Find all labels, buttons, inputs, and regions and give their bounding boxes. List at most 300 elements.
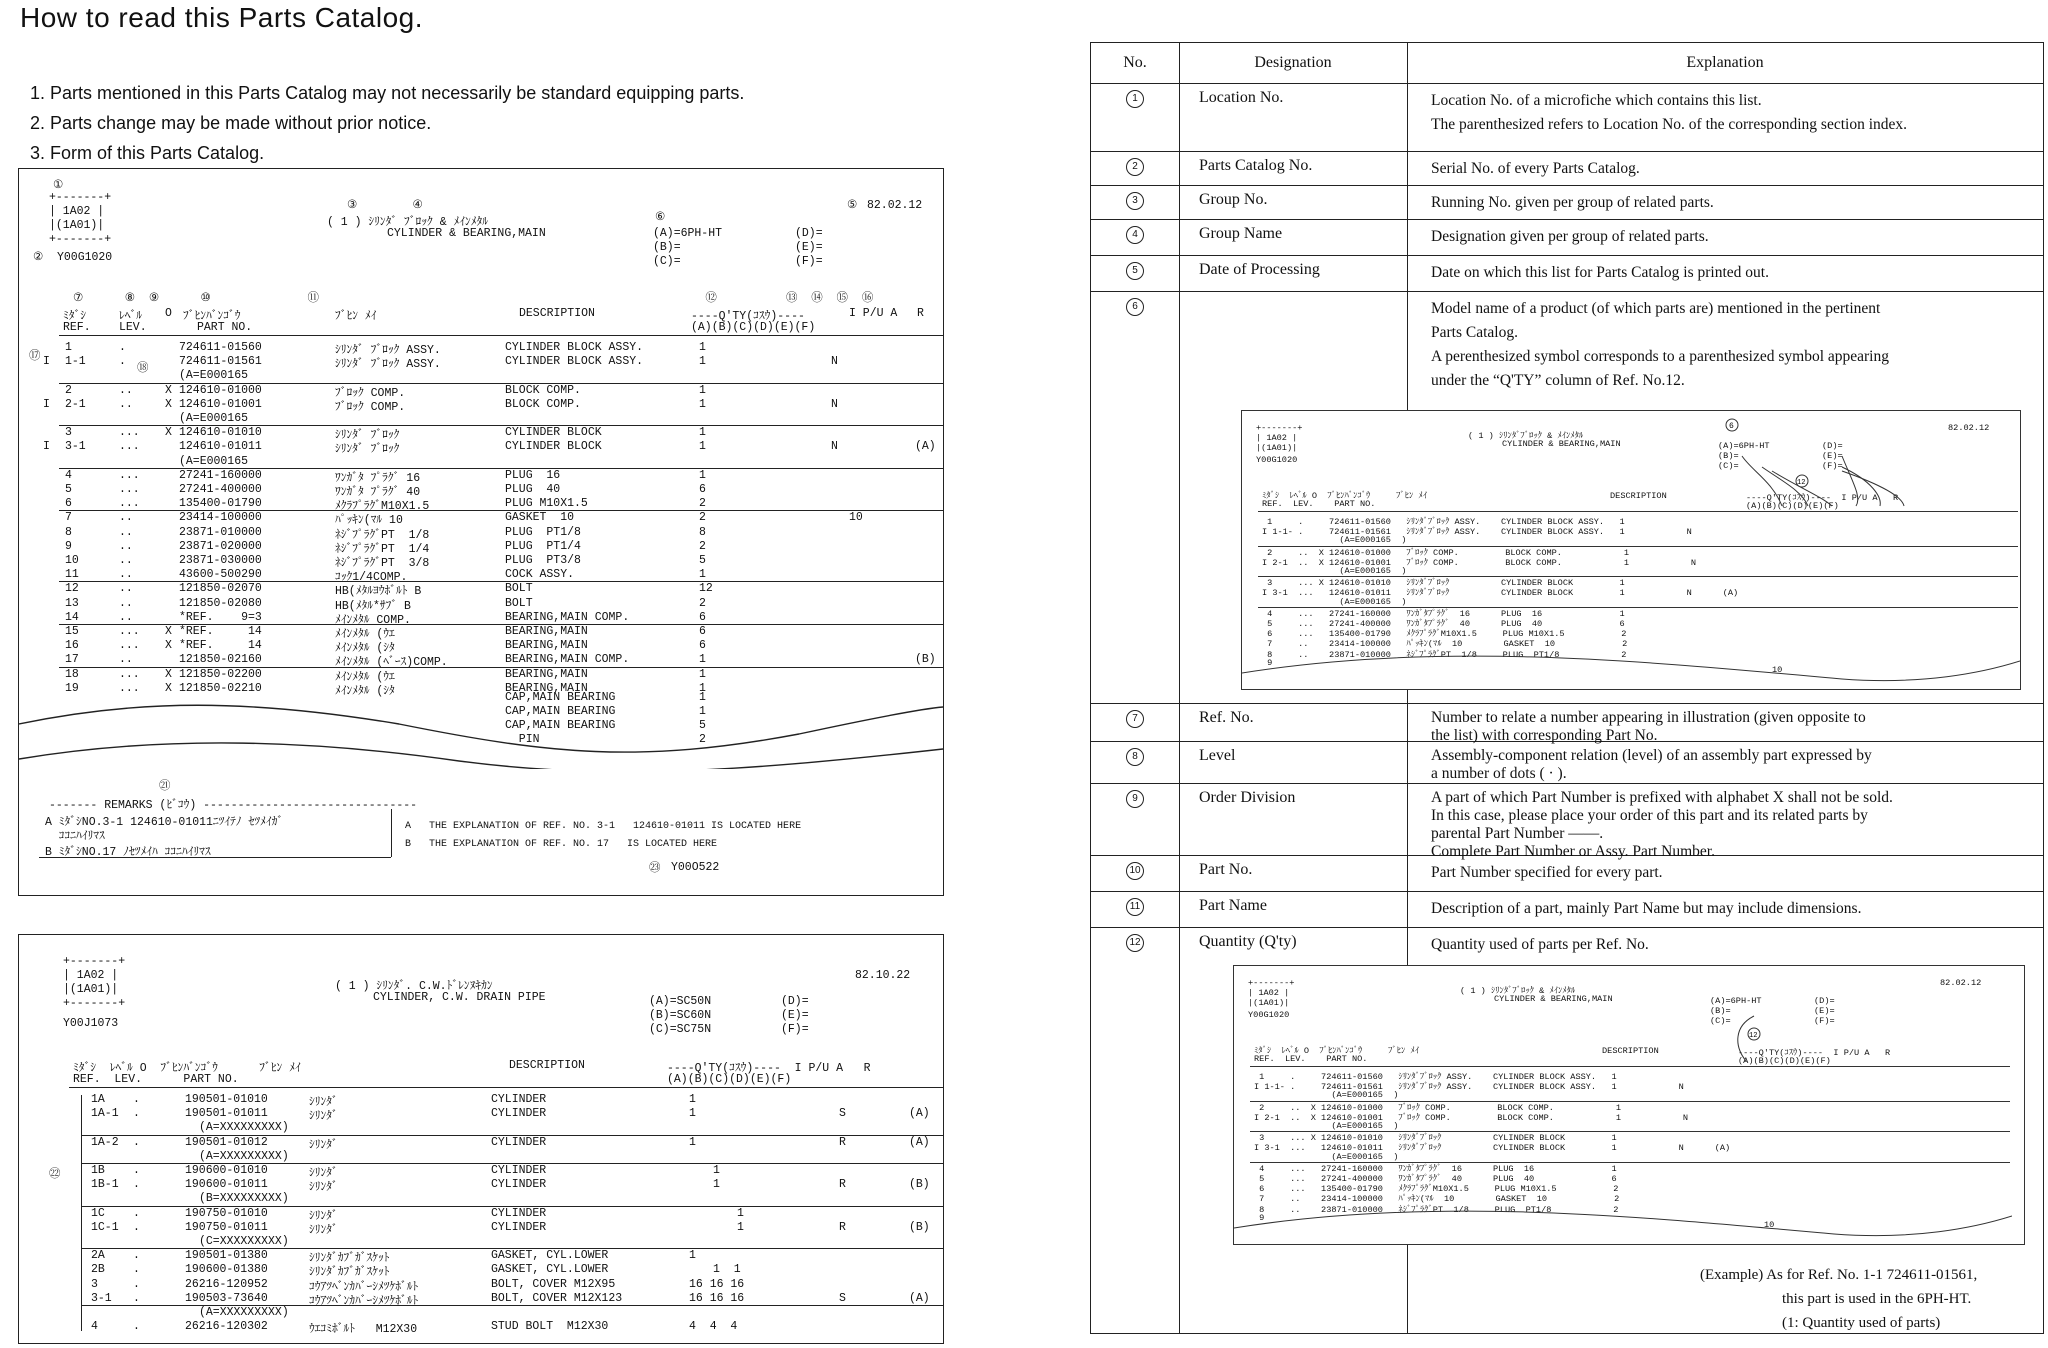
- mini-row: I 3-1 ... 124610-01011 ｼﾘﾝﾀﾞﾌﾞﾛｯｸ CYLINDER BLOCK 1 N (A): [1262, 588, 1739, 599]
- table-row: [19, 1263, 943, 1280]
- cell-o: X: [165, 426, 172, 440]
- marker-12: 12: [1749, 1032, 1758, 1040]
- table-row: [19, 1320, 943, 1337]
- cell-qty: 1: [699, 397, 706, 411]
- cell-qty: 1: [699, 468, 706, 482]
- mini-row: (A=E000165 ): [1262, 535, 1407, 546]
- cell-name: ﾜﾝｶﾞﾀ ﾌﾟﾗｸﾞ 40: [335, 486, 421, 499]
- cell-lev: .: [133, 1178, 140, 1192]
- cell-name: ｼﾘﾝﾀﾞ: [309, 1167, 338, 1180]
- mini-row: I 2-1 .. X 124610-01001 ﾌﾞﾛｯｸ COMP. BLOCK COMP. 1 N: [1262, 557, 1697, 568]
- cell-ref: 3-1: [65, 440, 86, 454]
- cell-name: ｺｳｱﾂﾍﾞﾝｶﾊﾞｰｼﾒﾂｹﾎﾞﾙﾄ: [309, 1280, 419, 1294]
- group-name: CYLINDER & BEARING,MAIN: [387, 227, 546, 240]
- mini-qty-sub: (A)(B)(C)(D)(E)(F): [1738, 1056, 1831, 1066]
- cell-name: ｼﾘﾝﾀﾞｶﾌﾞｶﾞｽｹｯﾄ: [309, 1252, 390, 1266]
- example-line: (Example) As for Ref. No. 1-1 724611-01561,: [1700, 1267, 1978, 1283]
- table-row: [19, 497, 943, 514]
- cell-ref: 15: [65, 625, 79, 638]
- cell-desc: PLUG M10X1.5: [505, 497, 588, 511]
- cell-pu: N: [831, 397, 838, 411]
- cell-pu: S: [839, 1291, 846, 1305]
- cell-desc: BLOCK COMP.: [505, 383, 581, 397]
- cell-ref: 1A-2: [91, 1135, 119, 1149]
- cell-ref: 2A: [91, 1249, 105, 1263]
- marker: ①: [53, 179, 64, 192]
- cell-lev: ..: [119, 568, 133, 582]
- col-desc: DESCRIPTION: [519, 307, 595, 320]
- mini-row: 7 .. 23414-100000 ﾊﾟｯｷﾝ(ﾏﾙ 10 GASKET 10 2: [1254, 1194, 1620, 1205]
- cut-row: CAP,MAIN BEARING 5: [505, 719, 706, 732]
- cell-lev: .: [133, 1107, 140, 1121]
- cell-qty: 1: [699, 383, 706, 397]
- cell-name: HB(ﾒﾀﾙﾖｳﾎﾞﾙﾄ B: [335, 585, 422, 599]
- remark-b-en: B THE EXPLANATION OF REF. NO. 17 IS LOCATED HERE: [405, 839, 718, 850]
- cell-part: 190600-01380: [185, 1263, 268, 1277]
- cell-desc: PLUG 16: [505, 468, 561, 482]
- cell-ref: 12: [65, 582, 79, 596]
- cell-desc: STUD BOLT M12X30: [491, 1320, 609, 1334]
- cell-lev: ..: [119, 397, 133, 411]
- row-number: 4: [1126, 226, 1144, 244]
- table-row: [19, 568, 943, 585]
- cell-lev: .: [133, 1320, 140, 1334]
- model-a: (A)=SC50N: [649, 995, 712, 1008]
- col-ref-jp: ﾐﾀﾞｼ: [63, 310, 86, 323]
- cell-lev: ..: [119, 383, 133, 397]
- cell-part: (A=E000165: [179, 412, 249, 425]
- table-row: [19, 369, 943, 382]
- table-row: [1091, 741, 2043, 784]
- mini-row: 4 ... 27241-160000 ﾜﾝｶﾞﾀﾌﾟﾗｸﾞ 16 PLUG 16 1: [1254, 1163, 1617, 1174]
- table-row: [19, 1178, 943, 1195]
- cell-qty: 8: [699, 525, 706, 539]
- mini-group: ( 1 ) ｼﾘﾝﾀﾞﾌﾞﾛｯｸ & ﾒｲﾝﾒﾀﾙ: [1460, 986, 1576, 996]
- table-row: [19, 455, 943, 468]
- mini-sample-quantity: [1233, 965, 2025, 1245]
- mini-group-name: CYLINDER & BEARING,MAIN: [1502, 439, 1621, 449]
- mini-location-sub: |(1A01)|: [1248, 998, 1290, 1008]
- example-line: (1: Quantity used of parts): [1782, 1315, 1941, 1331]
- row-number: 10: [1126, 862, 1144, 880]
- intro-item: 1. Parts mentioned in this Parts Catalog may not necessarily be standard equipping parts.: [30, 83, 745, 103]
- cell-desc: CYLINDER: [491, 1093, 547, 1106]
- cell-name: ｼﾘﾝﾀﾞ: [309, 1110, 338, 1124]
- cell-part: 23414-100000: [179, 511, 262, 525]
- cell-lev: .: [133, 1220, 140, 1234]
- cell-lev: ..: [119, 653, 133, 667]
- cell-desc: CYLINDER BLOCK ASSY.: [505, 341, 644, 354]
- cell-part: 124610-01011: [179, 440, 262, 454]
- cell-desc: CYLINDER: [491, 1178, 547, 1192]
- cell-qty: 1: [713, 1164, 720, 1177]
- cut-row: CAP,MAIN BEARING 1: [505, 705, 706, 718]
- cell-name: ﾊﾟｯｷﾝ(ﾏﾙ 10: [335, 514, 403, 528]
- col-partno: PART NO.: [197, 321, 253, 334]
- serial-no: Y00J1073: [63, 1017, 119, 1030]
- cell-o: X: [165, 383, 172, 397]
- header-jp: ﾐﾀﾞｼ ﾚﾍﾞﾙ O ﾌﾞﾋﾝﾊﾞﾝｺﾞｳ ﾌﾞﾋﾝ ﾒｲ: [73, 1062, 301, 1075]
- location-no: | 1A02 |: [63, 969, 119, 982]
- table-row: [19, 1220, 943, 1237]
- row-designation: Ref. No.: [1199, 709, 1254, 726]
- table-row: [19, 1107, 943, 1124]
- table-row: [1091, 855, 2043, 892]
- row-designation: Parts Catalog No.: [1199, 157, 1313, 174]
- model-a: (A)=6PH-HT: [653, 227, 723, 240]
- mini-row: 1 . 724611-01560 ｼﾘﾝﾀﾞﾌﾞﾛｯｸ ASSY. CYLINDER BLOCK ASSY. 1: [1254, 1072, 1617, 1082]
- cell-name: ｳｴｺﾐﾎﾞﾙﾄ M12X30: [309, 1323, 418, 1337]
- cell-desc: PLUG PT1/8: [505, 525, 581, 539]
- cell-pu: R: [839, 1178, 846, 1192]
- cell-lev: .: [133, 1249, 140, 1263]
- cell-part: 190600-01011: [185, 1178, 268, 1192]
- table-row: [19, 1121, 943, 1134]
- cell-lev: ...: [119, 667, 140, 681]
- mini-qty: ----Q'TY(ｺｽｳ)---- I P/U A R: [1738, 1048, 1891, 1058]
- mini-desc: DESCRIPTION: [1610, 491, 1667, 501]
- cell-ref: 6: [65, 497, 72, 511]
- example-note: [1700, 1263, 1977, 1335]
- cell-qty: 16 16 16: [689, 1291, 745, 1305]
- header-en: REF. LEV. PART NO.: [73, 1073, 239, 1086]
- col-partno-jp: ﾌﾞﾋﾝﾊﾞﾝｺﾞｳ: [183, 310, 241, 323]
- cell-qty: 4 4 4: [689, 1320, 738, 1334]
- row-number: 9: [1126, 790, 1144, 808]
- mini-model-b: (B)=: [1718, 451, 1739, 461]
- cell-lev: ...: [119, 639, 140, 653]
- mini-row: I 1-1- . 724611-01561 ｼﾘﾝﾀﾞﾌﾞﾛｯｸ ASSY. CYLINDER BLOCK ASSY. 1 N: [1254, 1082, 1684, 1093]
- cell-o: X: [165, 625, 172, 638]
- mini-desc: DESCRIPTION: [1602, 1046, 1659, 1056]
- row-explanation: Designation given per group of related parts.: [1431, 228, 1709, 245]
- cell-lev: ..: [119, 554, 133, 567]
- cell-lev: .: [133, 1206, 140, 1220]
- row-designation: Group No.: [1199, 191, 1268, 208]
- cell-desc: BEARING,MAIN: [505, 681, 588, 695]
- cell-part: (A=XXXXXXXXX): [199, 1149, 289, 1163]
- mini-head2: REF. LEV. PART NO.: [1254, 1054, 1368, 1064]
- cell-name: ｼﾘﾝﾀﾞ ﾌﾞﾛｯｸ: [335, 429, 400, 443]
- cell-part: 190501-01012: [185, 1135, 268, 1149]
- cell-ref: 1C: [91, 1206, 105, 1220]
- col-lev: LEV.: [119, 321, 147, 334]
- cell-qty: 2: [699, 596, 706, 610]
- mini-qty: ----Q'TY(ｺｽｳ)---- I P/U A R: [1746, 493, 1899, 503]
- cell-lev: ...: [119, 625, 140, 638]
- row-explanation: Part Number specified for every part.: [1431, 864, 1663, 881]
- cell-qty: 6: [699, 625, 706, 638]
- row-number: 7: [1126, 710, 1144, 728]
- cell-name: ｼﾘﾝﾀﾞ ﾌﾞﾛｯｸ ASSY.: [335, 344, 441, 357]
- cell-qty: 1: [699, 568, 706, 582]
- row-designation: Order Division: [1199, 789, 1296, 806]
- cell-name: ｼﾘﾝﾀﾞｶﾌﾞｶﾞｽｹｯﾄ: [309, 1266, 390, 1280]
- model-b: (B)=SC60N: [649, 1009, 712, 1022]
- mini-row: (A=E000165 ): [1254, 1090, 1399, 1101]
- cell-part: 124610-01010: [179, 426, 262, 440]
- cell-pu: S: [839, 1107, 846, 1121]
- cell-ref: 13: [65, 596, 79, 610]
- cell-lev: ..: [119, 525, 133, 539]
- mini-text: +-------+: [1256, 423, 1303, 433]
- cell-qty: 2: [699, 497, 706, 511]
- serial-no: Y00G1020: [57, 251, 113, 264]
- marker-6: 6: [1729, 422, 1734, 431]
- cell-desc: BOLT, COVER M12X95: [491, 1277, 616, 1291]
- mini-row: 9: [1262, 657, 1273, 668]
- mini-row: I 3-1 ... 124610-01011 ｼﾘﾝﾀﾞﾌﾞﾛｯｸ CYLINDER BLOCK 1 N (A): [1254, 1143, 1731, 1154]
- cell-r: (A): [909, 1107, 930, 1121]
- table-header: [1091, 43, 2043, 84]
- table-row: [19, 539, 943, 556]
- mini-model-d: (D)=: [1822, 441, 1843, 451]
- cell-pu: R: [839, 1220, 846, 1234]
- remark-a-jp2: ｺｺﾆﾊｲﾘﾏｽ: [45, 830, 105, 843]
- mini-row: 8 .. 23871-010000 ﾈｼﾞﾌﾟﾗｸﾞPT 1/8 PLUG PT1/8 2: [1254, 1204, 1619, 1215]
- cell-ref: 1: [65, 341, 72, 354]
- row-number: 1: [1126, 90, 1144, 108]
- header-designation: Designation: [1254, 54, 1332, 71]
- cell-lev: ..: [119, 610, 133, 624]
- table-row: [19, 653, 943, 670]
- mini-row: 4 ... 27241-160000 ﾜﾝｶﾞﾀﾌﾟﾗｸﾞ 16 PLUG 16 1: [1262, 608, 1625, 619]
- row-explanation: Serial No. of every Parts Catalog.: [1431, 160, 1640, 177]
- cell-qty: 1 1: [713, 1263, 741, 1277]
- cell-desc: CYLINDER: [491, 1164, 547, 1177]
- header-explanation: Explanation: [1686, 54, 1764, 71]
- cut-row: PIN 2: [505, 733, 706, 746]
- table-row: [19, 1164, 943, 1180]
- cell-o: X: [165, 397, 172, 411]
- table-row: [19, 525, 943, 542]
- table-row: [19, 483, 943, 499]
- cell-lev: .: [119, 355, 126, 369]
- marker-12: 12: [1797, 479, 1806, 487]
- cell-desc: CYLINDER BLOCK ASSY.: [505, 355, 644, 369]
- row-designation: Quantity (Q'ty): [1199, 933, 1297, 950]
- cell-pu: 10: [849, 511, 863, 525]
- cell-i: I: [43, 355, 50, 369]
- cell-part: *REF. 9=3: [179, 610, 262, 624]
- cell-lev: ..: [119, 596, 133, 610]
- model-e: (E)=: [795, 241, 823, 254]
- cell-part: 190750-01010: [185, 1206, 268, 1220]
- cell-qty: 1: [699, 667, 706, 681]
- row-designation: Date of Processing: [1199, 261, 1320, 278]
- cell-part: 27241-400000: [179, 483, 262, 496]
- col-r: R: [917, 307, 924, 320]
- row-designation: Group Name: [1199, 225, 1283, 242]
- cell-name: ｼﾘﾝﾀﾞ: [309, 1096, 338, 1109]
- example-line: this part is used in the 6PH-HT.: [1782, 1291, 1972, 1307]
- cell-r: (A): [915, 440, 936, 454]
- cell-part: 121850-02160: [179, 653, 262, 667]
- cell-qty: 1: [699, 681, 706, 695]
- cell-lev: .: [133, 1291, 140, 1305]
- cell-part: 190503-73640: [185, 1291, 268, 1305]
- cell-qty: 1: [699, 440, 706, 454]
- model-e: (E)=: [781, 1009, 809, 1022]
- mini-model-d: (D)=: [1814, 996, 1835, 1006]
- row-explanation: Assembly-component relation (level) of an assembly part expressed by a number of dots ( · ).: [1431, 747, 1872, 782]
- table-row: [1091, 703, 2043, 742]
- cell-lev: ...: [119, 426, 140, 440]
- cell-pu: R: [839, 1135, 846, 1149]
- table-row: [19, 1093, 943, 1109]
- table-row: [19, 412, 943, 425]
- cell-name: ﾒｲﾝﾒﾀﾙ (ｼﾀ: [335, 684, 395, 698]
- location-sub: |(1A01)|: [63, 983, 119, 996]
- row-explanation: Location No. of a microfiche which contains this list. The parenthesized refers to Location No. of the corresponding section index.: [1431, 92, 1908, 133]
- cell-lev: ...: [119, 468, 140, 482]
- mini-tail: 10: [1764, 1220, 1775, 1230]
- mini-row: 2 .. X 124610-01000 ﾌﾞﾛｯｸ COMP. BLOCK COMP. 1: [1254, 1102, 1622, 1113]
- intro-item: 3. Form of this Parts Catalog.: [30, 143, 265, 163]
- cell-ref: 2-1: [65, 397, 86, 411]
- mini-location: | 1A02 |: [1256, 433, 1298, 443]
- mini-sample-model: [1241, 410, 2021, 690]
- col-desc: DESCRIPTION: [509, 1059, 585, 1072]
- row-designation: Part No.: [1199, 861, 1253, 878]
- mini-serial: Y00G1020: [1248, 1010, 1290, 1020]
- cell-ref: 2: [65, 383, 72, 397]
- table-row: [19, 1249, 943, 1266]
- cell-ref: 1A: [91, 1093, 105, 1106]
- mini-model-b: (B)=: [1710, 1006, 1731, 1016]
- table-row: [19, 639, 943, 656]
- row-designation: Location No.: [1199, 89, 1284, 106]
- cell-name: ｼﾘﾝﾀﾞ: [309, 1209, 338, 1223]
- cell-qty: 6: [699, 483, 706, 496]
- cell-part: 724611-01560: [179, 341, 262, 354]
- cell-ref: 3-1: [91, 1291, 112, 1305]
- footer-serial: Y00O522: [671, 861, 720, 874]
- cell-part: (A=E000165: [179, 369, 249, 383]
- table-row: [19, 1192, 943, 1205]
- cell-part: 121850-02210: [179, 681, 262, 695]
- table-row: [19, 355, 943, 372]
- cell-name: ｼﾘﾝﾀﾞ: [309, 1138, 338, 1152]
- cell-ref: 11: [65, 568, 79, 582]
- group-line: ( 1 ) ｼﾘﾝﾀﾞ. C.W.ﾄﾞﾚﾝﾇｷｶﾝ: [335, 980, 493, 993]
- cell-r: (B): [909, 1178, 930, 1192]
- cell-ref: 1B-1: [91, 1178, 119, 1192]
- table-row: [19, 596, 943, 613]
- cell-ref: 16: [65, 639, 79, 653]
- table-row: [19, 426, 943, 443]
- mini-row: 6 ... 135400-01790 ﾒｸﾗﾌﾟﾗｸﾞM10X1.5 PLUG M10X1.5 2: [1262, 629, 1627, 640]
- model-b: (B)=: [653, 241, 681, 254]
- cell-part: 124610-01001: [179, 397, 262, 411]
- cell-desc: BEARING,MAIN: [505, 625, 588, 638]
- cell-part: 190501-01010: [185, 1093, 268, 1106]
- cell-desc: BEARING,MAIN: [505, 639, 588, 653]
- cell-desc: GASKET, CYL.LOWER: [491, 1249, 609, 1263]
- mini-row: (A=E000165 ): [1254, 1121, 1399, 1131]
- cell-part: (A=XXXXXXXXX): [199, 1306, 289, 1319]
- mini-head1: ﾐﾀﾞｼ ﾚﾍﾞﾙ O ﾌﾞﾋﾝﾊﾞﾝｺﾞｳ ﾌﾞﾋﾝ ﾒｲ: [1254, 1046, 1420, 1056]
- row-number: 12: [1126, 934, 1144, 952]
- cell-qty: 2: [699, 511, 706, 525]
- cell-part: *REF. 14: [179, 639, 262, 653]
- date: 82.02.12: [867, 199, 923, 212]
- table-row: [1091, 891, 2043, 928]
- cell-r: (A): [909, 1291, 930, 1305]
- row-number: 5: [1126, 262, 1144, 280]
- model-c: (C)=: [653, 255, 681, 268]
- model-d: (D)=: [795, 227, 823, 240]
- cell-qty: 12: [699, 582, 713, 596]
- mini-row: 8 .. 23871-010000 ﾈｼﾞﾌﾟﾗｸﾞPT 1/8 PLUG PT1/8 2: [1262, 649, 1627, 660]
- table-row: [19, 341, 943, 357]
- cell-qty: 16 16 16: [689, 1277, 745, 1291]
- cell-lev: ..: [119, 539, 133, 553]
- mini-model-e: (E)=: [1822, 451, 1843, 461]
- row-explanation: Running No. given per group of related parts.: [1431, 194, 1714, 211]
- group-name: CYLINDER, C.W. DRAIN PIPE: [373, 991, 546, 1004]
- table-row: [1091, 151, 2043, 186]
- row-explanation: Quantity used of parts per Ref. No.: [1431, 936, 1649, 953]
- row-number: 6: [1126, 298, 1144, 316]
- cell-lev: .: [133, 1164, 140, 1177]
- table-row: [19, 1150, 943, 1163]
- cell-name: ﾈｼﾞﾌﾟﾗｸﾞPT 3/8: [335, 557, 430, 570]
- cell-desc: BOLT: [505, 596, 533, 610]
- cell-desc: GASKET, CYL.LOWER: [491, 1263, 609, 1277]
- cell-ref: 5: [65, 483, 72, 496]
- table-row: [19, 511, 943, 528]
- cell-lev: .: [119, 341, 126, 354]
- mini-row: I 2-1 .. X 124610-01001 ﾌﾞﾛｯｸ COMP. BLOCK COMP. 1 N: [1254, 1112, 1689, 1123]
- row-explanation: Model name of a product (of which parts are) mentioned in the pertinent Parts Catalog. A perenthesized symbol corresponds to a parenthesized symbol appearing under the “Q'TY” column of Ref. No.12.: [1431, 300, 1889, 389]
- cell-name: ｼﾘﾝﾀﾞ: [309, 1181, 338, 1195]
- marker-22: ㉒: [49, 1168, 61, 1181]
- mini-date: 82.02.12: [1940, 978, 1982, 988]
- cell-ref: 19: [65, 681, 79, 695]
- cell-part: 135400-01790: [179, 497, 262, 511]
- cell-i: I: [43, 397, 50, 411]
- mini-row: 3 ... X 124610-01010 ｼﾘﾝﾀﾞﾌﾞﾛｯｸ CYLINDER BLOCK 1: [1262, 578, 1625, 589]
- cell-qty: 5: [699, 554, 706, 567]
- cell-qty: 1: [699, 426, 706, 440]
- cell-lev: ...: [119, 681, 140, 695]
- cell-part: (C=XXXXXXXXX): [199, 1235, 289, 1248]
- row-explanation: Date on which this list for Parts Catalog is printed out.: [1431, 264, 1769, 281]
- mini-row: (A=E000165 ): [1262, 566, 1407, 576]
- cell-name: ﾒｲﾝﾒﾀﾙ COMP.: [335, 613, 411, 627]
- table-row: [1091, 783, 2043, 860]
- cell-name: HB(ﾒﾀﾙ*ｻﾌﾞ B: [335, 599, 411, 613]
- intro-item: 2. Parts change may be made without prior notice.: [30, 113, 432, 133]
- cell-name: ﾒｲﾝﾒﾀﾙ (ｼﾀ: [335, 642, 395, 656]
- cell-lev: .: [133, 1135, 140, 1149]
- cell-lev: .: [133, 1277, 140, 1291]
- cell-desc: CYLINDER: [491, 1220, 547, 1234]
- mini-tail: 10: [1772, 665, 1783, 675]
- model-f: (F)=: [781, 1023, 809, 1036]
- mini-text: +-------+: [1248, 978, 1295, 988]
- col-name-jp: ﾌﾞﾋﾝ ﾒｲ: [335, 310, 377, 323]
- mini-row: 5 ... 27241-400000 ﾜﾝｶﾞﾀﾌﾟﾗｸﾞ 40 PLUG 40 6: [1262, 619, 1625, 629]
- mini-row: 1 . 724611-01560 ｼﾘﾝﾀﾞﾌﾞﾛｯｸ ASSY. CYLINDER BLOCK ASSY. 1: [1262, 517, 1625, 527]
- cell-part: (B=XXXXXXXXX): [199, 1192, 289, 1206]
- model-f: (F)=: [795, 255, 823, 268]
- mini-model-f: (F)=: [1822, 461, 1843, 471]
- cell-qty: 1: [689, 1249, 696, 1263]
- cell-qty: 1: [699, 355, 706, 369]
- cell-ref: 4: [91, 1320, 98, 1334]
